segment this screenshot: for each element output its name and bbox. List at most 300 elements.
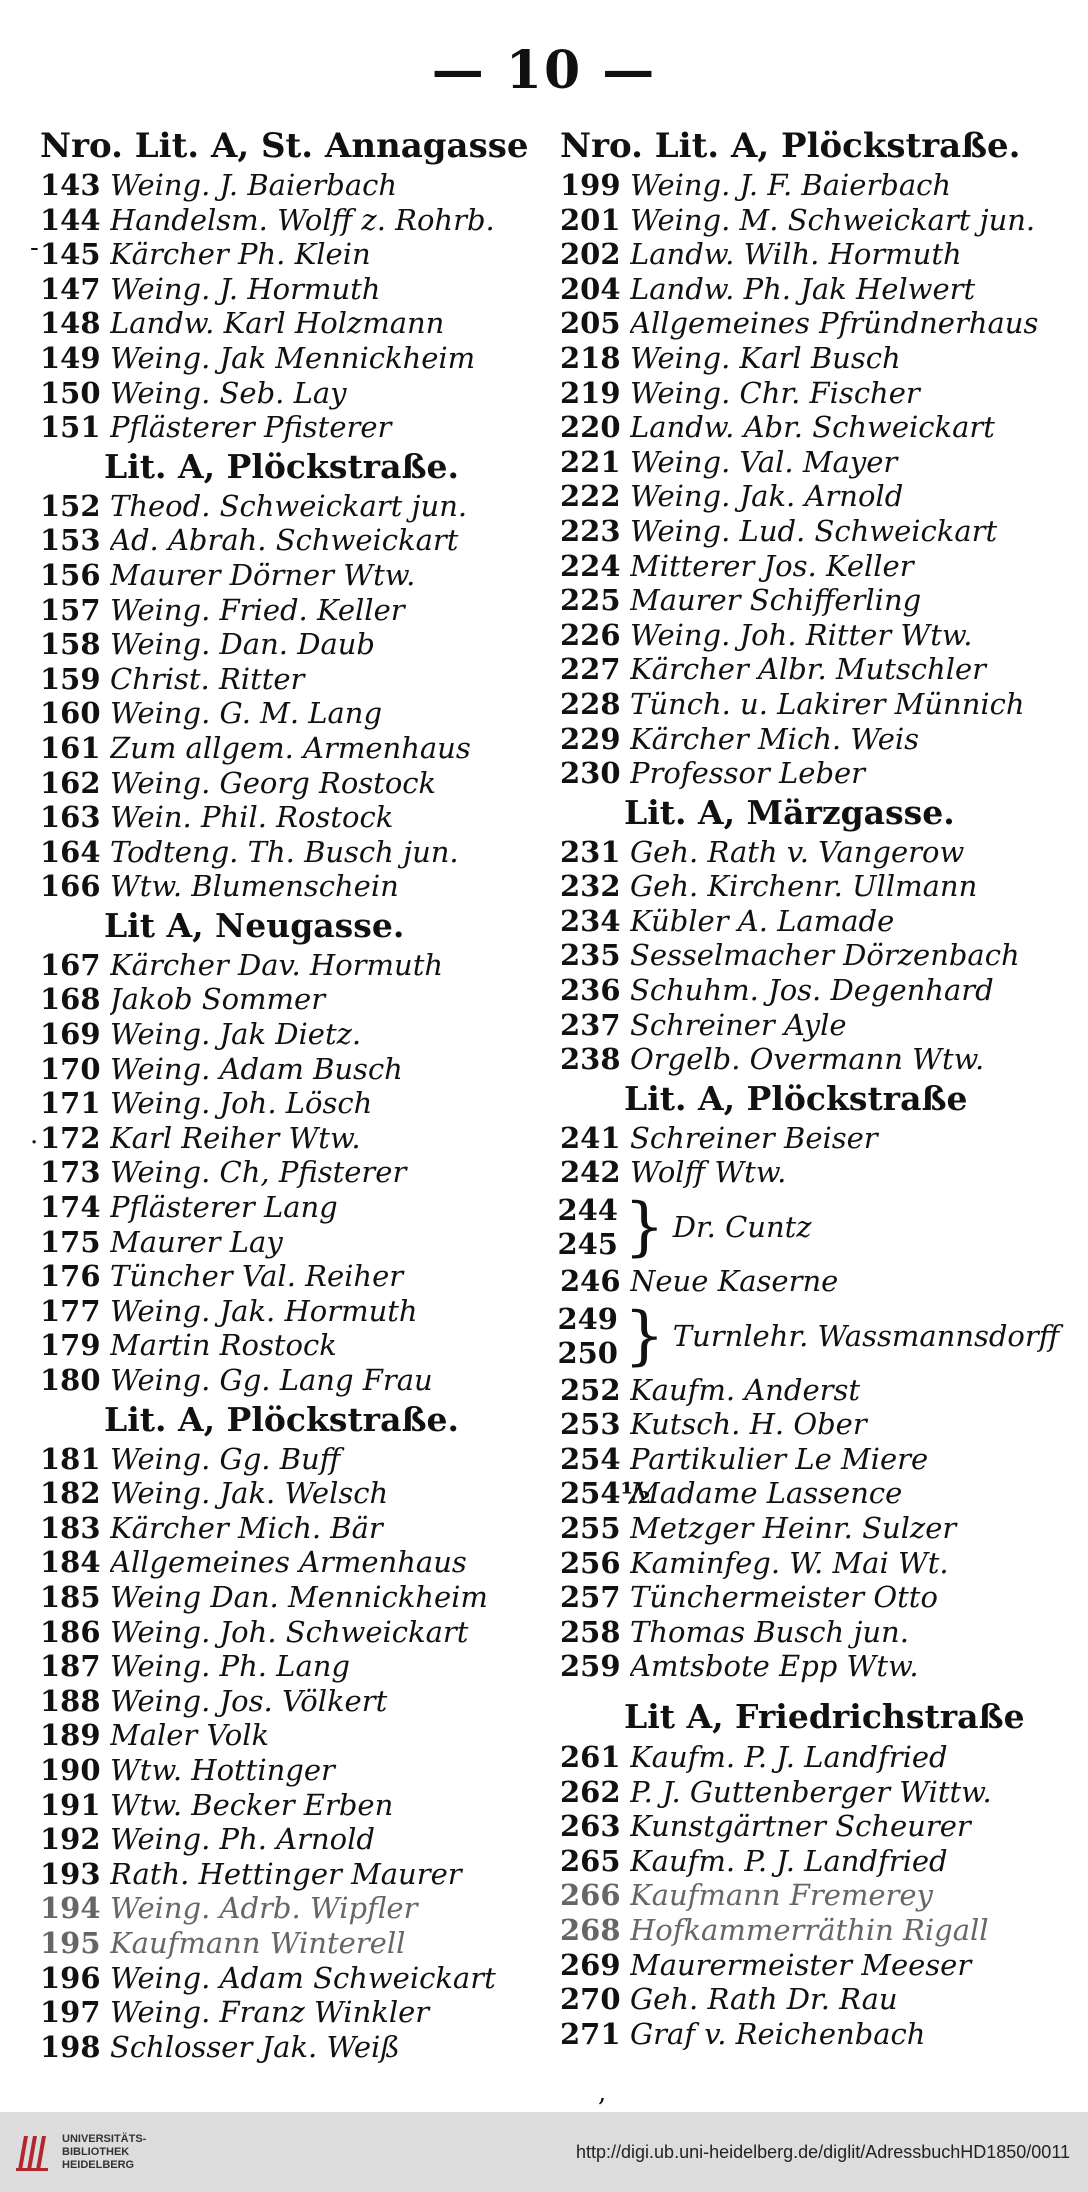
entry-text: Kaufm. Anderst [630,1372,861,1407]
entry-text: Weing. Franz Winkler [110,1995,430,2030]
entry-text: Maurer Dörner Wtw. [110,557,416,592]
library-name: UNIVERSITÄTS- BIBLIOTHEK HEIDELBERG [62,2132,147,2171]
entry-number: 160 [40,696,101,731]
entry-number: 184 [40,1545,101,1580]
entry-text: Turnlehr. Wassmannsdorff [672,1318,1060,1353]
entry-number: 229 [560,721,621,756]
list-item [40,558,540,593]
list-item [560,1008,1060,1043]
entry-number: 174 [40,1190,101,1225]
entry-number: 245 [557,1227,618,1262]
library-logo-icon [14,2132,52,2172]
list-item [560,1476,1060,1511]
entry-text: Weing. Joh. Ritter Wtw. [630,617,973,652]
entry-text: Landw. Ph. Jak Helwert [630,271,976,306]
list-item [560,1982,1060,2017]
entry-number: 194 [40,1891,101,1926]
entry-number: 258 [560,1614,621,1649]
entry-number: 182 [40,1476,101,1511]
list-item [40,731,540,766]
entry-text: Schreiner Ayle [630,1007,847,1042]
entry-number: 259 [560,1649,621,1684]
list-item [560,687,1060,722]
entry-number: 196 [40,1960,101,1995]
entry-text: Kaufm. P. J. Landfried [630,1843,948,1878]
list-item [560,835,1060,870]
list-item [40,1649,540,1684]
page-number: — 10 — [431,40,657,101]
list-item [40,1086,540,1121]
entry-number: 157 [40,592,101,627]
entry-text: Hofkammerräthin Rigall [630,1912,989,1947]
entry-number: 171 [40,1086,101,1121]
entry-number: 241 [560,1120,621,1155]
library-logo[interactable] [14,2132,146,2172]
entry-text: Weing. Jak Dietz. [110,1017,362,1052]
brace-entry [557,1190,1060,1265]
list-item [40,1511,540,1546]
entry-text: Kärcher Ph. Klein [110,237,371,272]
entry-text: Pflästerer Pfisterer [110,410,392,445]
brace-icon: } [624,1190,665,1265]
list-item [40,1580,540,1615]
list-item [560,1913,1060,1948]
entry-text: Allgemeines Armenhaus [110,1545,467,1580]
list-item [40,1545,540,1580]
list-item [560,1264,1060,1299]
entry-text: Weing. Karl Busch [630,340,901,375]
list-item [40,1442,540,1477]
entry-text: Weing Dan. Mennickheim [110,1579,488,1614]
entry-number: 270 [560,1982,621,2017]
entry-text: Weing. Gg. Lang Frau [110,1363,433,1397]
list-item [40,489,540,524]
source-url-link[interactable]: http://digi.ub.uni-heidelberg.de/diglit/AdressbuchHD1850/0011 [576,2141,1070,2162]
list-item [40,1788,540,1823]
entry-text: Landw. Karl Holzmann [110,306,445,341]
list-item [560,973,1060,1008]
entry-text: Weing. Jak. Hormuth [110,1293,418,1328]
entry-number: 232 [560,869,621,904]
entry-number: 255 [560,1511,621,1545]
margin-mark: - [30,233,39,263]
entry-text: Professor Leber [630,756,866,791]
entry-number: 262 [560,1774,621,1809]
entry-text: Weing. Chr. Fischer [630,375,920,410]
entry-number: 177 [40,1293,101,1328]
list-item [40,306,540,341]
entry-number: 164 [40,834,101,869]
entry-number: 221 [560,444,621,479]
list-item [40,1857,540,1892]
entry-number: 254½ [560,1476,651,1511]
list-item [560,1878,1060,1913]
list-item [40,1259,540,1294]
list-item [40,1476,540,1511]
entry-number: 225 [560,583,621,618]
list-item [560,306,1060,341]
entry-text: Tüncher Val. Reiher [110,1259,404,1294]
entry-number: 189 [40,1718,101,1753]
list-item [40,1017,540,1052]
section-heading: Lit. A, Märzgasse. [624,792,955,832]
entry-number: 253 [560,1407,621,1442]
entry-text: Weing. Dan. Daub [110,627,375,662]
entry-text: Wtw. Becker Erben [110,1787,394,1822]
list-item [40,766,540,801]
entry-number: 236 [560,973,621,1008]
entry-text: Zum allgem. Armenhaus [110,730,471,765]
entry-text: Metzger Heinr. Sulzer [630,1511,957,1545]
list-item [560,272,1060,307]
list-item [560,756,1060,791]
entry-text: Weing. Jak. Arnold [630,479,904,514]
entry-text: Thomas Busch jun. [630,1614,909,1649]
list-item [40,1294,540,1329]
margin-mark: · [30,1128,39,1158]
entry-text: P. J. Guttenberger Wittw. [630,1774,992,1809]
list-item [560,618,1060,653]
entry-number: 223 [560,513,621,548]
entry-text: Weing. Georg Rostock [110,765,437,800]
entry-number: 252 [560,1372,621,1407]
entry-number: 224 [560,548,621,583]
entry-text: Christ. Ritter [110,661,305,696]
list-item [40,800,540,835]
entry-number: 163 [40,800,101,835]
list-item [40,1225,540,1260]
entry-text: Weing. Adam Busch [110,1051,403,1086]
entry-number: 143 [40,168,101,202]
entry-number: 149 [40,340,101,375]
entry-number: 219 [560,375,621,410]
list-item [40,1926,540,1961]
entry-number: 190 [40,1752,101,1787]
entry-number: 152 [40,488,101,523]
entry-number: 168 [40,982,101,1017]
list-item [560,479,1060,514]
list-item [40,627,540,662]
entry-number: 175 [40,1224,101,1259]
list-item [560,652,1060,687]
entry-text: Maurer Schifferling [630,583,922,618]
entry-text: Tünchermeister Otto [630,1580,938,1615]
entry-number: 187 [40,1649,101,1684]
entry-number: 176 [40,1259,101,1294]
list-item [40,869,540,904]
entry-text: Weing. M. Schweickart jun. [630,202,1036,237]
entry-number: 193 [40,1856,101,1891]
list-item [560,1740,1060,1775]
entry-number: 191 [40,1787,101,1822]
list-item [560,1155,1060,1190]
entry-number: 161 [40,730,101,765]
entry-number: 202 [560,237,621,272]
entry-number: 181 [40,1441,101,1476]
entry-text: Wtw. Blumenschein [110,869,399,904]
entry-text: Tünch. u. Lakirer Münnich [630,686,1025,721]
entry-number: 188 [40,1683,101,1718]
entry-text: Landw. Wilh. Hormuth [630,237,962,272]
entry-number: 220 [560,410,621,445]
list-item [40,376,540,411]
entry-number: 266 [560,1878,621,1913]
margin-mark: , [598,2078,607,2108]
entry-text: Weing. J. Baierbach [110,168,398,202]
entry-text: Kunstgärtner Scheurer [630,1809,971,1844]
list-item [560,722,1060,757]
entry-number: 271 [560,2016,621,2051]
list-item [560,1121,1060,1156]
entry-text: Kaufmann Fremerey [630,1878,933,1913]
entry-text: Amtsbote Epp Wtw. [630,1649,919,1684]
list-item [560,168,1060,203]
entry-number: 227 [560,652,621,687]
entry-text: Weing. Joh. Lösch [110,1086,373,1121]
list-item [560,869,1060,904]
entry-text: Martin Rostock [110,1328,337,1363]
list-item [40,523,540,558]
entry-number: 183 [40,1510,101,1545]
list-item [560,1948,1060,1983]
entry-text: Kaufmann Winterell [110,1925,406,1960]
entry-text: Weing. Jos. Völkert [110,1683,388,1718]
list-item [40,1190,540,1225]
entry-text: Kärcher Mich. Bär [110,1510,383,1545]
entry-text: Weing. Jak Mennickheim [110,340,476,375]
entry-number: 230 [560,756,621,791]
list-item [40,835,540,870]
section-heading: Lit A, Neugasse. [104,905,405,945]
column-heading: Nro. Lit. A, St. Annagasse [40,126,529,166]
entry-text: Weing. Jak. Welsch [110,1476,389,1511]
left-column [40,124,540,2064]
entry-number: 205 [560,306,621,341]
entry-text: Weing. Lud. Schweickart [630,513,998,548]
entry-text: Maurermeister Meeser [630,1947,972,1982]
section-heading: Lit. A, Plöckstraße [624,1078,968,1118]
entry-number: 172 [40,1120,101,1155]
list-item [560,1580,1060,1615]
entry-number: 169 [40,1017,101,1052]
entry-number: 218 [560,340,621,375]
column-heading: Nro. Lit. A, Plöckstraße. [560,126,1021,166]
list-item [560,583,1060,618]
list-item [560,1546,1060,1581]
list-item [560,1407,1060,1442]
list-item [560,1042,1060,1077]
list-item [560,938,1060,973]
entry-text: Wolff Wtw. [630,1155,787,1190]
page-header [0,28,1088,108]
list-item [560,1442,1060,1477]
entry-text: Weing. J. Hormuth [110,271,381,306]
entry-text: Handelsm. Wolff z. Rohrb. [110,202,495,237]
list-item [40,1822,540,1857]
entry-text: Todteng. Th. Busch jun. [110,834,459,869]
entry-number: 167 [40,947,101,982]
section-heading: Lit. A, Plöckstraße. [104,1399,460,1439]
entry-text: Kübler A. Lamade [630,903,895,938]
list-item [40,948,540,983]
entry-text: Mitterer Jos. Keller [630,548,914,583]
list-item [40,1052,540,1087]
list-item [40,982,540,1017]
list-item [40,696,540,731]
entry-text: Weing. Joh. Schweickart [110,1614,469,1649]
entry-number: 242 [560,1155,621,1190]
entry-number: 199 [560,168,621,202]
entry-text: Maler Volk [110,1718,270,1753]
list-item [560,1809,1060,1844]
entry-text: Madame Lassence [630,1476,903,1511]
entry-number: 222 [560,479,621,514]
list-item [40,1684,540,1719]
list-item [40,593,540,628]
list-item [40,1718,540,1753]
list-item [40,1753,540,1788]
list-item [40,410,540,445]
list-item [560,1775,1060,1810]
footer-bar [0,2112,1088,2192]
entry-text: Kutsch. H. Ober [630,1407,867,1442]
entry-number: 151 [40,410,101,445]
list-item [560,1649,1060,1684]
entry-number: 195 [40,1925,101,1960]
list-item [40,662,540,697]
entry-number: 180 [40,1363,101,1397]
entry-text: Geh. Rath v. Vangerow [630,834,965,869]
list-item [40,1891,540,1926]
left-column-entries [40,168,540,2064]
list-item [40,2030,540,2065]
list-item [560,514,1060,549]
entry-number: 226 [560,617,621,652]
entry-number: 186 [40,1614,101,1649]
entry-number: 265 [560,1843,621,1878]
entry-text: Theod. Schweickart jun. [110,488,468,523]
list-item [40,341,540,376]
brace-icon: } [624,1298,665,1373]
right-column [557,124,1060,2051]
entry-text: Geh. Rath Dr. Rau [630,1982,898,2017]
list-item [40,1155,540,1190]
right-column-entries [560,168,1060,1190]
entry-number: 268 [560,1912,621,1947]
entry-number: 192 [40,1822,101,1857]
entry-number: 179 [40,1328,101,1363]
entry-number: 231 [560,834,621,869]
entry-text: Kaminfeg. W. Mai Wt. [630,1545,949,1580]
entry-number: 235 [560,938,621,973]
entry-text: Weing. Val. Mayer [630,444,898,479]
list-item [40,272,540,307]
list-item [560,1373,1060,1408]
entry-number: 269 [560,1947,621,1982]
entry-number: 254 [560,1441,621,1476]
section-heading: Lit A, Friedrichstraße [624,1696,1025,1736]
entry-number: 228 [560,686,621,721]
entry-number: 156 [40,557,101,592]
entry-text: Weing. Ph. Arnold [110,1822,375,1857]
entry-number: 234 [560,903,621,938]
entry-number: 147 [40,271,101,306]
entry-number: 256 [560,1545,621,1580]
entry-text: Weing. Ph. Lang [110,1649,350,1684]
entry-text: Dr. Cuntz [672,1210,812,1245]
list-item [560,203,1060,238]
entry-text: Weing. Adam Schweickart [110,1960,496,1995]
entry-number: 148 [40,306,101,341]
entry-text: Ad. Abrah. Schweickart [110,523,459,558]
entry-number: 250 [557,1335,618,1370]
entry-text: Allgemeines Pfründnerhaus [630,306,1039,341]
entry-text: Wein. Phil. Rostock [110,800,394,835]
entry-number: 166 [40,869,101,904]
entry-text: Schlosser Jak. Weiß [110,2029,400,2064]
list-item [40,1328,540,1363]
list-item [40,203,540,238]
entry-text: Weing. Gg. Buff [110,1441,341,1476]
entry-number: 246 [560,1264,621,1299]
list-item [560,1615,1060,1650]
right-column-entries-continued [560,1373,1060,2052]
entry-text: Graf v. Reichenbach [630,2016,926,2051]
entry-number: 261 [560,1739,621,1774]
entry-number: 204 [560,271,621,306]
entry-text: Geh. Kirchenr. Ullmann [630,869,978,904]
entry-number: 244 [557,1193,618,1228]
entry-text: Kärcher Mich. Weis [630,721,920,756]
entry-text: Weing. Adrb. Wipfler [110,1891,418,1926]
entry-number: 153 [40,523,101,558]
list-item [560,549,1060,584]
entry-text: Rath. Hettinger Maurer [110,1856,462,1891]
list-item [560,341,1060,376]
entry-number: 159 [40,661,101,696]
entry-number: 263 [560,1809,621,1844]
list-item [560,237,1060,272]
list-item [560,2017,1060,2052]
entry-number: 201 [560,202,621,237]
list-item [560,904,1060,939]
entry-text: Kärcher Albr. Mutschler [630,652,987,687]
entry-number: 185 [40,1579,101,1614]
entry-number: 173 [40,1155,101,1190]
entry-text: Karl Reiher Wtw. [110,1120,361,1155]
entry-text: Partikulier Le Miere [630,1441,929,1476]
entry-number: 238 [560,1042,621,1077]
list-item [40,1363,540,1398]
list-item [40,1961,540,1996]
entry-text: Weing. Seb. Lay [110,375,347,410]
entry-text: Maurer Lay [110,1224,283,1259]
entry-number: 150 [40,375,101,410]
entry-number: 170 [40,1051,101,1086]
entry-text: Weing. J. F. Baierbach [630,168,952,202]
entry-number: 198 [40,2029,101,2064]
list-item [560,410,1060,445]
entry-text: Jakob Sommer [110,982,326,1017]
entry-number: 145 [40,237,101,272]
entry-text: Weing. G. M. Lang [110,696,383,731]
entry-text: Sesselmacher Dörzenbach [630,938,1020,973]
entry-text: Neue Kaserne [630,1264,839,1299]
entry-text: Pflästerer Lang [110,1190,338,1225]
entry-number: 144 [40,202,101,237]
entry-number: 237 [560,1007,621,1042]
list-item [40,237,540,272]
